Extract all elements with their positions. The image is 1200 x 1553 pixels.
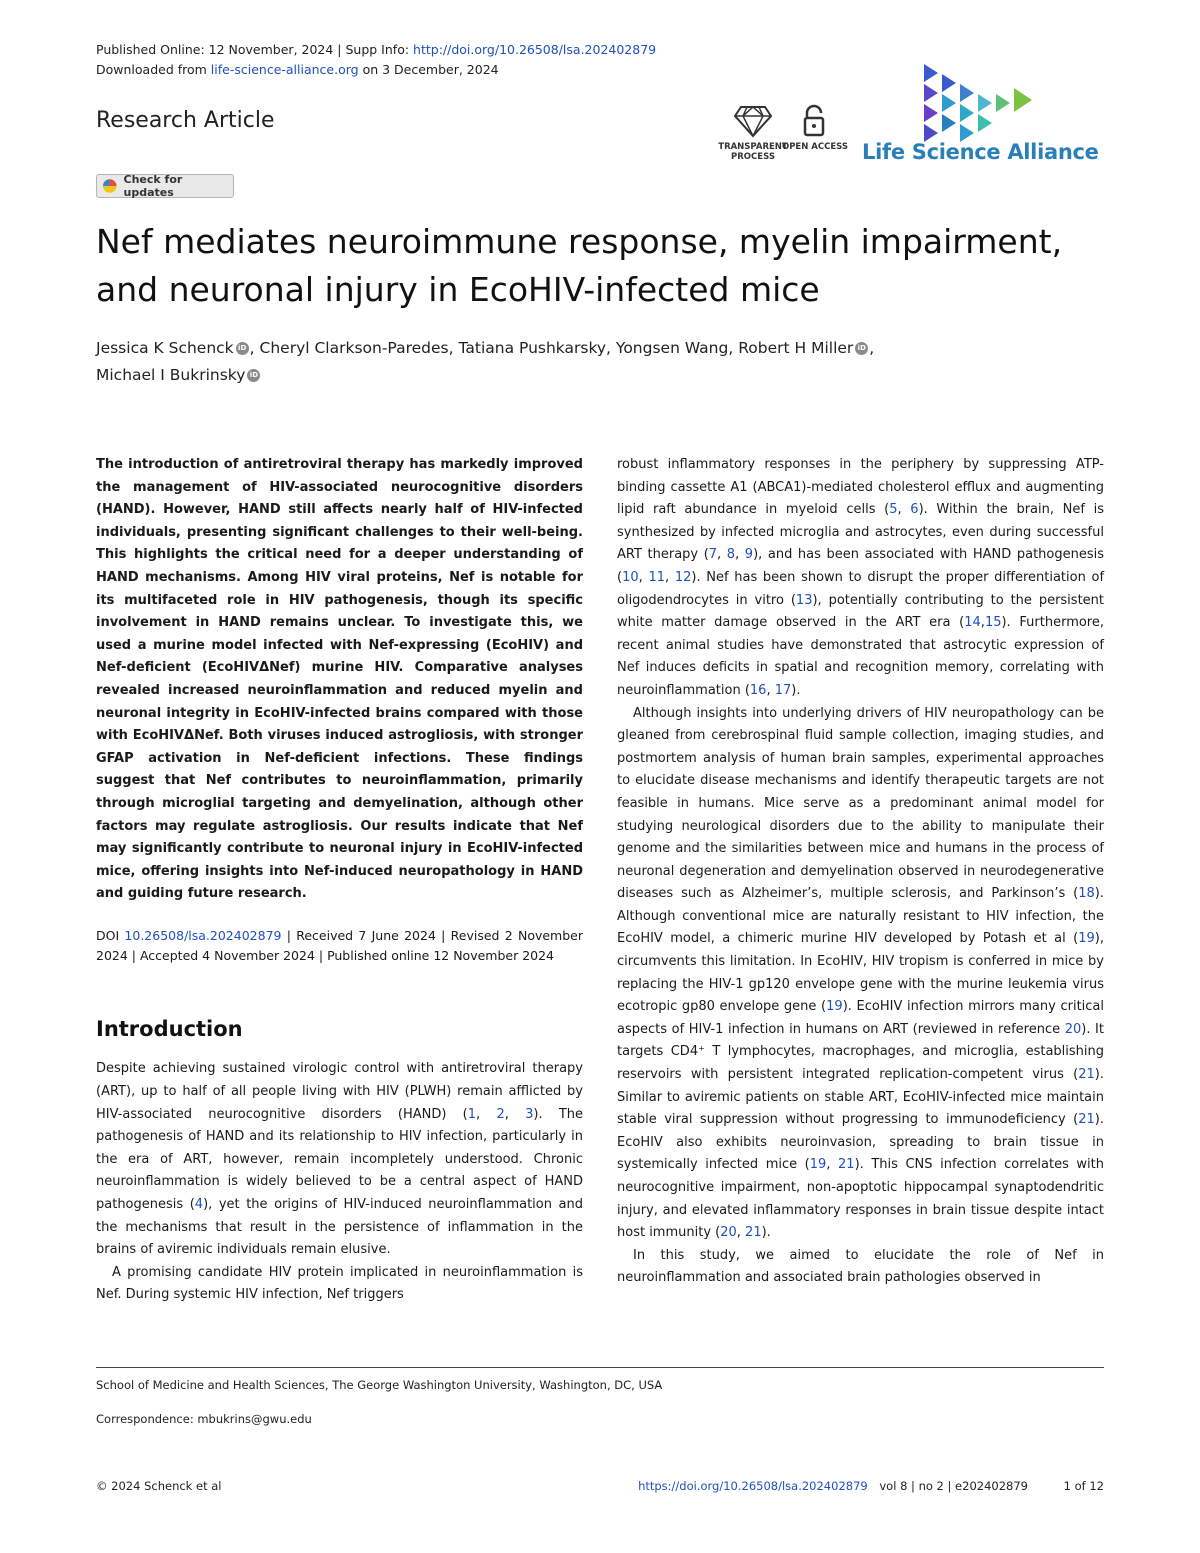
body-text: ). Furthermore, recent animal studies have demonstrated that astrocytic expression of Nef induces deficits in spatial and recognition memory, correlating with neuroinflammation ( <box>617 615 1105 698</box>
copyright: © 2024 Schenck et al <box>96 1479 222 1493</box>
open-access-badge[interactable]: OPEN ACCESS <box>780 104 850 152</box>
check-for-updates-button[interactable]: Check for updates <box>96 174 234 198</box>
citation-link[interactable]: 9 <box>744 547 754 563</box>
citation-link[interactable]: 21 <box>745 1225 762 1241</box>
article-type: Research Article <box>96 108 275 133</box>
citation-link[interactable]: 20 <box>720 1225 737 1241</box>
orcid-icon[interactable]: iD <box>236 342 249 355</box>
body-text: ), yet the origins of HIV-induced neuroinflammation and the mechanisms that result in the persistence of inflammation in the brains of aviremic individuals remain elusive. <box>96 1197 584 1258</box>
body-text: Despite achieving sustained virologic control with antiretroviral therapy (ART), up to half of all people living with HIV (PLWH) remain afflicted by HIV-associated neurocognitive disorders (HAND) ( <box>96 1061 583 1122</box>
citation-link[interactable]: 6 <box>910 502 919 518</box>
citation-link[interactable]: 4 <box>194 1197 204 1213</box>
body-text: , <box>826 1157 839 1173</box>
body-text: ), circumvents this limitation. In EcoHIV, HIV tropism is conferred in mice by replacing the HIV-1 gp120 envelope gene with the murine leukemia virus ecotropic gp80 envelope gene ( <box>617 931 1104 1015</box>
footer-citation <box>638 1479 1104 1493</box>
citation-link[interactable]: 11 <box>648 569 665 585</box>
body-text: ). It targets CD4⁺ T lymphocytes, macrophages, and microglia, establishing reservoirs with persistent integrated replication-competent virus ( <box>617 1021 1104 1083</box>
citation-link[interactable]: 10 <box>622 569 639 585</box>
citation-link[interactable]: 19 <box>1078 931 1095 947</box>
published-line: Published Online: 12 November, 2024 | Supp Info: http://doi.org/10.26508/lsa.202402879 <box>96 42 657 57</box>
doi-link[interactable]: 10.26508/lsa.202402879 <box>124 927 282 943</box>
citation-link[interactable]: 21 <box>838 1157 855 1173</box>
body-text: robust inflammatory responses in the periphery by suppressing ATP-binding cassette A1 (ABCA1)-mediated cholesterol efflux and augmenting lipid raft abundance in myeloid cells ( <box>617 457 1104 518</box>
citation-link[interactable]: 8 <box>726 547 736 563</box>
journal-site-link[interactable]: life-science-alliance.org <box>210 62 359 77</box>
citation-link[interactable]: 15 <box>984 615 1002 631</box>
volume-info: vol 8 | no 2 | e202402879 <box>879 1479 1028 1493</box>
publication-info <box>96 40 656 80</box>
citation-link[interactable]: 21 <box>1078 1067 1095 1083</box>
author-name: Tatiana Pushkarsky <box>458 339 607 357</box>
citation-link[interactable]: 1 <box>467 1106 477 1122</box>
right-column <box>617 454 1104 1290</box>
body-text: , <box>980 615 985 631</box>
body-text: , <box>665 569 675 585</box>
check-updates-icon <box>102 178 118 194</box>
citation-link[interactable]: 17 <box>774 682 792 698</box>
body-text: , <box>897 502 911 518</box>
citation-link[interactable]: 5 <box>889 502 898 518</box>
author-separator: , <box>606 339 616 357</box>
left-column <box>96 454 583 1307</box>
introduction-heading: Introduction <box>96 1016 243 1041</box>
citation-link[interactable]: 19 <box>809 1157 827 1173</box>
body-text: , <box>504 1106 526 1122</box>
citation-link[interactable]: 3 <box>525 1106 534 1122</box>
article-title: Nef mediates neuroimmune response, myelin impairment, and neuronal injury in EcoHIV-infected mice <box>96 222 1063 309</box>
body-text: , <box>766 682 775 698</box>
open-lock-icon <box>802 104 828 138</box>
transparent-process-badge[interactable]: TRANSPARENT PROCESS <box>718 104 788 162</box>
author-separator: , <box>448 339 459 357</box>
body-text: ). Although conventional mice are naturally resistant to HIV infection, the EcoHIV model, a chimeric murine HIV developed by Potash et al ( <box>617 886 1104 947</box>
body-paragraph-1 <box>617 454 1104 703</box>
body-text: ). Similar to aviremic patients on stable ART, EcoHIV-infected mice maintain stable viral suppression without progressing to immunodeficiency ( <box>617 1067 1104 1128</box>
body-text: ), and has been associated with HAND pathogenesis ( <box>617 547 1105 585</box>
intro-paragraph-1 <box>96 1058 583 1261</box>
citation-link[interactable]: 7 <box>708 547 718 563</box>
citation-link[interactable]: 21 <box>1078 1112 1095 1128</box>
body-text: ). This CNS infection correlates with neurocognitive impairment, non-apoptotic hippocampal synaptodendritic injury, and elevated inflammatory responses in brain tissue despite intact host immunity ( <box>617 1157 1105 1241</box>
body-text: ). <box>791 682 801 698</box>
footer-doi-link[interactable]: https://doi.org/10.26508/lsa.202402879 <box>638 1479 868 1493</box>
body-text: ). Nef has been shown to disrupt the proper differentiation of oligodendrocytes in vitro ( <box>617 569 1105 608</box>
doi-dates-line: DOI 10.26508/lsa.202402879 | Received 7 June 2024 | Revised 2 November 2024 | Accepted 4 November 2024 | Published online 12 November 2024 <box>96 927 583 963</box>
author-name: Robert H Miller <box>738 339 854 357</box>
author-name: Jessica K Schenck <box>96 339 234 357</box>
page-number: 1 of 12 <box>1063 1479 1104 1493</box>
orcid-icon[interactable]: iD <box>855 342 868 355</box>
diamond-icon <box>733 104 773 138</box>
author-separator: , <box>728 339 739 357</box>
body-text: ). <box>761 1225 771 1241</box>
citation-link[interactable]: 20 <box>1064 1021 1082 1037</box>
citation-link[interactable]: 13 <box>795 592 813 608</box>
abstract: The introduction of antiretroviral therapy has markedly improved the management of HIV-associated neurocognitive disorders (HAND). However, HAND still affects nearly half of HIV-infected individuals, presenting significant challenges to their well-being. This highlights the critical need for a deeper understanding of HAND mechanisms. Among HIV viral proteins, Nef is notable for its multifaceted role in HIV pathogenesis, though its specific involvement in HAND remains unclear. To investigate this, we used a murine model infected with Nef-expressing (EcoHIV) and Nef-deficient (EcoHIVΔNef) murine HIV. Comparative analyses revealed increased neuroinflammation and reduced myelin and neuronal integrity in EcoHIV-infected brains compared with those with EcoHIVΔNef. Both viruses induced astrogliosis, with stronger GFAP activation in Nef-deficient infections. These findings suggest that Nef contributes to neuroinflammation, primarily through microglial targeting and demyelination, although other factors may regulate astrogliosis. Our results indicate that Nef may significantly contribute to neuronal injury in EcoHIV-infected mice, offering insights into Nef-induced neuropathology in HAND and guiding future research. <box>96 457 583 902</box>
citation-link[interactable]: 19 <box>826 999 843 1015</box>
body-text: , <box>476 1106 497 1122</box>
orcid-icon[interactable]: iD <box>247 369 260 382</box>
body-text: ). EcoHIV infection mirrors many critical aspects of HIV-1 infection in humans on ART (reviewed in reference <box>617 999 1105 1037</box>
body-text: , <box>736 1225 746 1241</box>
author-name: Yongsen Wang <box>615 339 729 357</box>
body-text: Although insights into underlying drivers of HIV neuropathology can be gleaned from cerebrospinal fluid sample collection, imaging studies, and postmortem analysis of human brain samples, experimental approaches to elucidate disease mechanisms and identify therapeutic targets are not feasible in humans. Mice serve as a predominant animal model for studying neurological disorders due to the ability to manipulate their genome and the similarities between mice and humans in the process of neuronal degeneration and demyelination observed in neurodegenerative diseases such as Alzheimer’s, multiple sclerosis, and Parkinson’s ( <box>617 705 1104 902</box>
journal-name: Life Science Alliance <box>862 140 1099 164</box>
body-text: , <box>638 569 649 585</box>
body-text: In this study, we aimed to elucidate the role of Nef in neuroinflammation and associated brain pathologies observed in <box>617 1247 1104 1286</box>
author-separator: , <box>869 339 875 357</box>
body-text: A promising candidate HIV protein implicated in neuroinflammation is Nef. During systemic HIV infection, Nef triggers <box>96 1264 583 1303</box>
author-separator: , <box>249 339 260 357</box>
citation-link[interactable]: 16 <box>749 682 767 698</box>
citation-link[interactable]: 12 <box>674 569 692 585</box>
author-name: Cheryl Clarkson-Paredes <box>259 339 449 357</box>
body-text: ), potentially contributing to the persistent white matter damage observed in the ART era ( <box>617 592 1104 631</box>
author-name: Michael I Bukrinsky <box>96 366 246 384</box>
supp-info-link[interactable]: http://doi.org/10.26508/lsa.202402879 <box>413 42 657 57</box>
body-text: ). EcoHIV also exhibits neuroinvasion, spreading to brain tissue in systemically infected mice ( <box>617 1112 1104 1173</box>
author-list <box>96 335 1096 389</box>
footnote-divider <box>96 1367 1104 1368</box>
intro-paragraph-2 <box>96 1262 583 1307</box>
body-text: , <box>735 547 745 563</box>
body-text: ). Within the brain, Nef is synthesized by infected microglia and astrocytes, even during successful ART therapy ( <box>617 502 1104 563</box>
affiliation: School of Medicine and Health Sciences, The George Washington University, Washington, DC, USA <box>96 1378 663 1392</box>
body-text: , <box>717 547 727 563</box>
body-paragraph-2 <box>617 703 1104 1245</box>
citation-link[interactable]: 2 <box>496 1106 505 1122</box>
downloaded-line: Downloaded from life-science-alliance.org on 3 December, 2024 <box>96 62 499 77</box>
citation-link[interactable]: 14 <box>964 615 981 631</box>
correspondence: Correspondence: mbukrins@gwu.edu <box>96 1412 312 1426</box>
body-text: ). The pathogenesis of HAND and its relationship to HIV infection, particularly in the era of ART, however, remain incompletely understood. Chronic neuroinflammation is widely believed to be a central aspect of HAND pathogenesis ( <box>96 1106 584 1213</box>
body-paragraph-3 <box>617 1245 1104 1290</box>
citation-link[interactable]: 18 <box>1078 886 1095 902</box>
